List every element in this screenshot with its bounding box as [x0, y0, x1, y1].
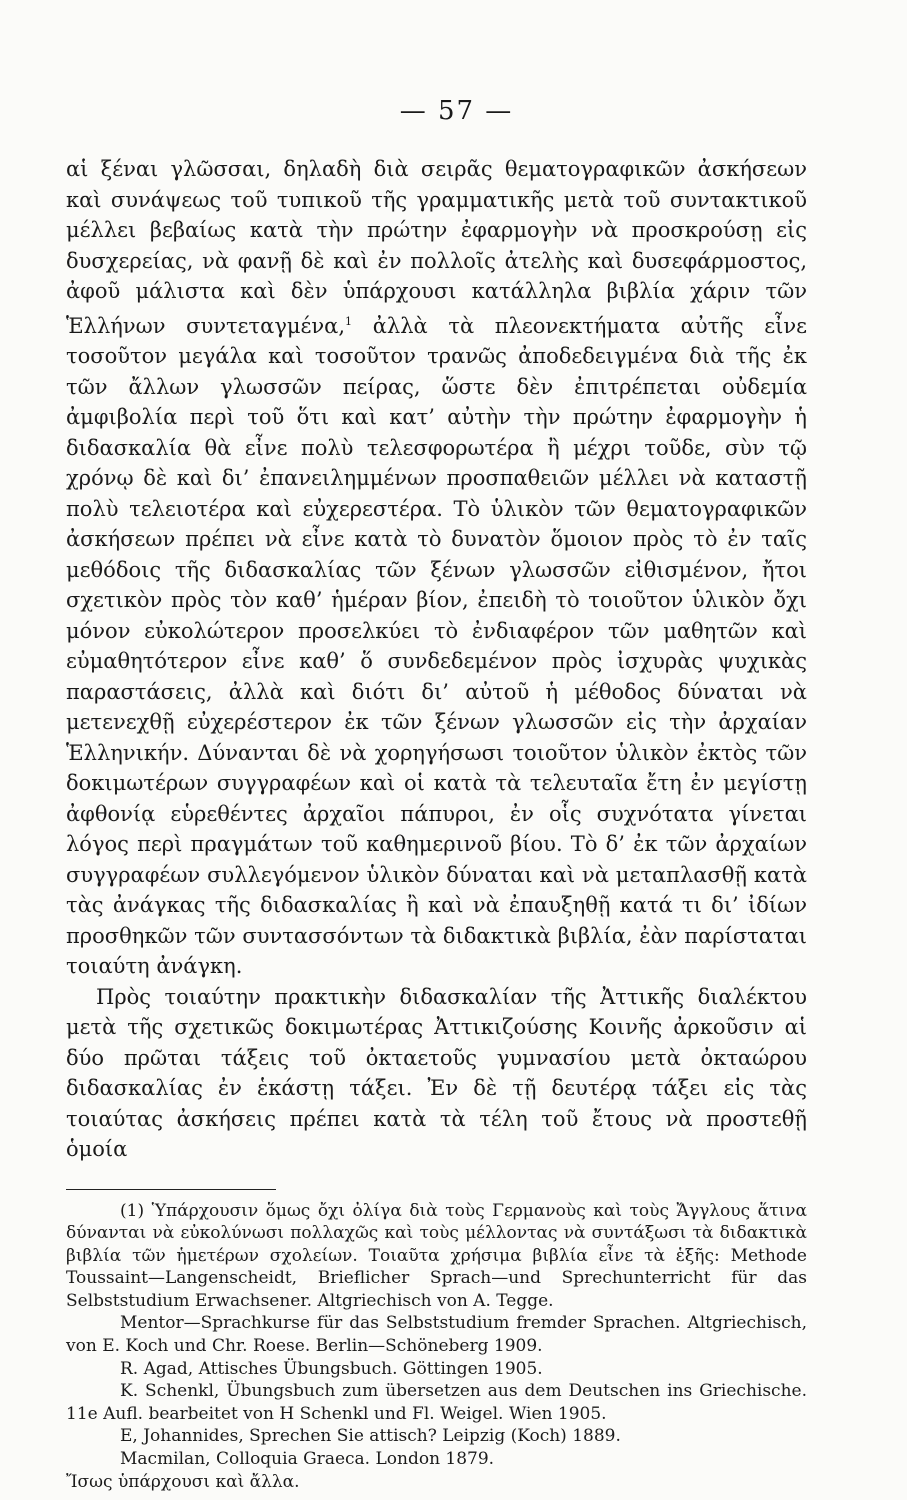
- paragraph-text-continued: ἀλλὰ τὰ πλεονεκτήματα αὐτῆς εἶνε τοσοῦτον μεγάλα καὶ τοσοῦτον τρανῶς ἀποδεδειγμένα διὰ τῆς ἐκ τῶν ἄλλων γλωσσῶν πείρας, ὥστε δὲν ἐπιτρέπεται οὐδεμία ἀμφιβολία περὶ τοῦ ὅτι καὶ κατ’ αὐτὴν τὴν πρώτην ἐφαρμογὴν ἡ διδασκαλία θὰ εἶνε πολὺ τελεσφορωτέρα ἢ μέχρι τοῦδε, σὺν τῷ χρόνῳ δὲ καὶ δι’ ἐπανειλημμένων προσπαθειῶν μέλλει νὰ καταστῇ πολὺ τελειοτέρα καὶ εὐχερεστέρα. Τὸ ὑλικὸν τῶν θεματογραφικῶν ἀσκήσεων πρέπει νὰ εἶνε κατὰ τὸ δυνατὸν ὅμοιον πρὸς τὸ ἐν ταῖς μεθόδοις τῆς διδασκαλίας τῶν ξένων γλωσσῶν εἰθισμένον, ἤτοι σχετικὸν πρὸς τὸν καθ’ ἡμέραν βίον, ἐπειδὴ τὸ τοιοῦτον ὑλικὸν ὄχι μόνον εὐκολώτερον προσελκύει τὸ ἐνδιαφέρον τῶν μαθητῶν καὶ εὐμαθητότερον εἶνε καθ’ ὅ συνδεδεμένον πρὸς ἰσχυρὰς ψυχικὰς παραστάσεις, ἀλλὰ καὶ διότι δι’ αὐτοῦ ἡ μέθοδος δύναται νὰ μετενεχθῇ εὐχερέστερον ἐκ τῶν ξένων γλωσσῶν εἰς τὴν ἀρχαίαν Ἑλληνικήν. Δύνανται δὲ νὰ χορηγήσωσι τοιοῦτον ὑλικὸν ἐκτὸς τῶν δοκιμωτέρων συγγραφέων καὶ οἱ κατὰ τὰ τελευταῖα ἔτη ἐν μεγίστῃ ἀφθονίᾳ εὑρεθέντες ἀρχαῖοι πάπυροι, ἐν οἷς συχνότατα γίνεται λόγος περὶ πραγμάτων τοῦ καθημερινοῦ βίου. Τὸ δ’ ἐκ τῶν ἀρχαίων συγγραφέων συλλεγόμενον ὑλικὸν δύναται καὶ νὰ μεταπλασθῇ κατὰ τὰς ἀνάγκας τῆς διδασκαλίας ἢ καὶ νὰ ἐπαυξηθῇ κατά τι δι’ ἰδίων προσθηκῶν τῶν συντασσόντων τὰ διδακτικὰ βιβλία, ἐὰν παρίσταται τοιαύτη ἀνάγκη.: [66, 313, 807, 978]
- footnotes: [66, 1200, 807, 1494]
- footnote-reference-entry: Mentor—Sprachkurse für das Selbststudium fremder Sprachen. Altgriechisch, von E. Koch und Chr. Roese. Berlin—Schöneberg 1909.: [66, 1313, 807, 1357]
- paragraph-text: αἱ ξέναι γλῶσσαι, δηλαδὴ διὰ σειρᾶς θεματογραφικῶν ἀσκήσεων καὶ συνάψεως τοῦ τυπικοῦ τῆς γραμματικῆς μετὰ τοῦ συντακτικοῦ μέλλει βεβαίως κατὰ τὴν πρώτην ἐφαρμογὴν νὰ προσκρούσῃ εἰς δυσχερείας, νὰ φανῇ δὲ καὶ ἐν πολλοῖς ἀτελὴς καὶ δυσεφάρμοστος, ἀφοῦ μάλιστα καὶ δὲν ὑπάρχουσι κατάλληλα βιβλία χάριν τῶν Ἑλλήνων συντεταγμένα,: [66, 157, 807, 338]
- footnote-divider: [66, 1189, 276, 1190]
- footnote: [66, 1200, 807, 1313]
- main-text: [66, 154, 807, 1165]
- footnote-reference-entry: R. Agad, Attisches Übungsbuch. Göttingen 1905.: [120, 1358, 543, 1379]
- footnote-reference-entry: K. Schenkl, Übungsbuch zum übersetzen aus dem Deutschen ins Griechische. 11e Aufl. bearbeitet von H Schenkl und Fl. Weigel. Wien 1905.: [66, 1381, 807, 1424]
- footnote-closing-line: Ἴσως ὑπάρχουσι καὶ ἄλλα.: [66, 1471, 300, 1492]
- page-number: — 57 —: [399, 96, 514, 126]
- footnote-marker: (1): [120, 1200, 145, 1221]
- footnote-reference: 1: [345, 314, 353, 328]
- footnote-reference-entry: E, Johannides, Sprechen Sie attisch? Leipzig (Koch) 1889.: [120, 1426, 621, 1447]
- paragraph: [66, 154, 807, 982]
- footnote-text: Ὑπάρχουσιν ὅμως ὄχι ὀλίγα διὰ τοὺς Γερμανοὺς καὶ τοὺς Ἄγγλους ἅτινα δύνανται νὰ εὐκολύνωσι πολλαχῶς καὶ τοὺς μέλλοντας νὰ συντάξωσι τὰ διδακτικὰ βιβλία τῶν ἡμετέρων σχολείων. Τοιαῦτα χρήσιμα βιβλία εἶνε τὰ ἑξῆς: Methode Toussaint—Langenscheidt, Brieflicher Sprach—und Sprechunterricht für das Selbststudium Erwachsener. Altgriechisch von A. Tegge.: [66, 1200, 807, 1311]
- paragraph: Πρὸς τοιαύτην πρακτικὴν διδασκαλίαν τῆς Ἀττικῆς διαλέκτου μετὰ τῆς σχετικῶς δοκιμωτέρας Ἀττικιζούσης Κοινῆς ἀρκοῦσιν αἱ δύο πρῶται τάξεις τοῦ ὀκταετοῦς γυμνασίου μετὰ ὀκταώρου διδασκαλίας ἐν ἑκάστῃ τάξει. Ἐν δὲ τῇ δευτέρᾳ τάξει εἰς τὰς τοιαύτας ἀσκήσεις πρέπει κατὰ τὰ τέλη τοῦ ἔτους νὰ προστεθῇ ὁμοία: [66, 984, 807, 1161]
- footnote-reference-entry: Macmilan, Colloquia Graeca. London 1879.: [120, 1449, 495, 1470]
